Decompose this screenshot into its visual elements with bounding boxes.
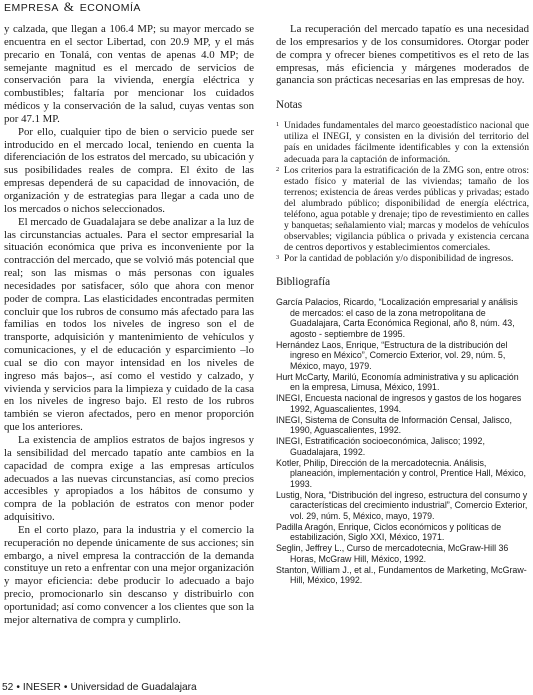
intro-paragraph: La recuperación del mercado tapatío es una necesidad de los empresarios y de los consumidores. Otorgar poder de compra y ofrecer bienes competitivos es el reto de las empresas, más eficiencia y márgenes moderados de ganancia son prácticas necesarias en las empresas de hoy. xyxy=(276,23,529,87)
body-paragraph: Por ello, cualquier tipo de bien o servicio puede ser introducido en el mercado local, teniendo en cuenta la diferenciación de los estratos del mercado, su ubicación y sus posibilidades reales de compra. El éxito de las empresas dependerá de su capacidad de innovación, de organización y de estrategias para llegar a cada uno de los mercados o nichos seleccionados. xyxy=(4,125,254,215)
body-paragraph: La existencia de amplios estratos de bajos ingresos y la sensibilidad del mercado tapatío ante cambios en la capacidad de compra exige a las empresas artículos adecuados a las nuevas circunstancias, así como precios accesibles y apropiados a los hábitos de consumo y compra de la población de estratos con menor poder adquisitivo. xyxy=(4,434,254,524)
note-number: 1 xyxy=(276,121,280,129)
bibliography-entry: Lustig, Nora, “Distribución del ingreso, estructura del consumo y características del crecimiento industrial”, Comercio Exterior, vol. 29, núm. 5, México, mayo, 1979. xyxy=(276,489,528,521)
note-text: Unidades fundamentales del marco geoestadístico nacional que utiliza el INEGI, y consisten en la división del territorio del país en unidades fácilmente identificables y con la extensión adecuada para la captación de información. xyxy=(284,120,529,165)
page-number: 52 xyxy=(2,682,14,693)
note-item xyxy=(276,120,529,164)
footer-institution: Universidad de Guadalajara xyxy=(70,682,197,693)
body-paragraph: y calzada, que llegan a 106.4 MP; su mayor mercado se encuentra en el sector Libertad, con 20.9 MP, y el más precario en Tonalá, con ventas de apenas 4.0 MP; de semejante magnitud es el mercado de servicios de conservación para la vivienda, energía eléctrica y combustibles; faltaría por mencionar los cuidados médicos y la conservación de la salud, cuyas ventas son por 47.1 MP. xyxy=(4,23,254,125)
footer-bullet: • xyxy=(63,682,68,693)
bibliography-entry: Kotler, Philip, Dirección de la mercadotecnia. Análisis, planeación, implementación y control, Prentice Hall, México, 1993. xyxy=(276,457,526,489)
bibliography-entry: Hurt McCarty, Marilú, Economía administrativa y su aplicación en la empresa, Limusa, México, 1991. xyxy=(276,371,519,393)
right-column xyxy=(276,23,529,586)
bibliography-entry: INEGI, Estratificación socioeconómica, Jalisco; 1992, Guadalajara, 1992. xyxy=(276,436,485,457)
bibliography-entry: Stanton, William J., et al., Fundamentos de Marketing, McGraw-Hill, México, 1992. xyxy=(276,564,527,586)
note-number: 3 xyxy=(276,254,280,262)
notes-heading: Notas xyxy=(276,99,303,112)
left-column xyxy=(4,23,254,627)
note-text: Los criterios para la estratificación de la ZMG son, entre otros: estado físico y material de las viviendas; tamaño de los terrenos; existencia de áreas verdes públicas y privadas; estado del alumbrado público; disponibilidad de energía eléctrica, teléfono, agua potable y drenaje; tipo de revestimiento en calles y banquetas; señalamiento vial; marcas y modelos de vehículos observables; vigilancia pública o privada y existencia cercana de centros deportivos y establecimientos comerciales. xyxy=(284,164,529,254)
bibliography-heading: Bibliografía xyxy=(276,276,331,289)
bibliography-entry: INEGI, Encuesta nacional de ingresos y gastos de los hogares 1992, Aguascalientes, 1994. xyxy=(276,393,522,414)
note-number: 2 xyxy=(276,165,280,173)
header-title-left: EMPRESA xyxy=(4,2,59,14)
note-item xyxy=(276,253,529,264)
notes-list xyxy=(276,120,529,264)
bibliography-entry: Seglin, Jeffrey L., Curso de mercadotecnia, McGraw-Hill 36 Horas, McGraw Hill, México, 1992. xyxy=(276,543,509,564)
header-title-right: ECONOMÍA xyxy=(79,2,141,14)
note-item xyxy=(276,165,529,254)
page-footer xyxy=(2,681,302,694)
bibliography-list xyxy=(276,297,529,586)
bibliography-entry: García Palacios, Ricardo, “Localización empresarial y análisis de mercados: el caso de la zona metropolitana de Guadalajara, Carta Económica Regional, año 8, núm. 43, agosto - septiembre de 1995. xyxy=(276,297,518,339)
running-header xyxy=(4,0,234,14)
header-ampersand: & xyxy=(63,0,75,14)
footer-publisher: INESER xyxy=(22,682,61,693)
bibliography-entry: INEGI, Sistema de Consulta de Información Censal, Jalisco, 1990, Aguascalientes, 1992. xyxy=(276,414,512,436)
footer-bullet: • xyxy=(16,682,20,693)
body-paragraph: El mercado de Guadalajara se debe analizar a la luz de las circunstancias actuales. Para el sector empresarial la situación económica que priva es inconveniente por la contracción del mercado, que se volvió más potencial que real; son las mismas o más personas con iguales necesidades por satisfacer, sólo que ahora con menor poder de compra. Las elasticidades encontradas permiten concluir que los rubros de consumo más afectado para las familias en todos los niveles de ingreso son el de transporte, adquisición y mantenimiento de vehículos y comunicaciones, y el de educación y esparcimiento –lo cual se dio con mayor intensidad en los niveles de ingreso más bajos–, así como el vestido y calzado, y vivienda y servicios para la limpieza y cuidado de la casa en los niveles de ingreso bajo. El resto de los rubros también se vieron afectados, pero en menor proporción que los anteriores. xyxy=(4,215,254,434)
body-paragraph: En el corto plazo, para la industria y el comercio la recuperación no depende únicamente de sus acciones; sin embargo, a nivel empresa la contracción de la demanda constituye un reto a enfrentar con una mejor organización y mayor eficiencia: debe producir lo adecuado a bajo precio, promocionarlo sin descanso y distribuirlo con oportunidad; así como convencer a los clientes que son la mejor alternativa de compra y cumplirlo. xyxy=(4,523,254,626)
note-text: Por la cantidad de población y/o disponibilidad de ingresos. xyxy=(284,253,514,265)
bibliography-entry: Hernández Laos, Enrique, “Estructura de la distribución del ingreso en México”, Comercio Exterior, vol. 29, núm. 5, México, mayo, 1979. xyxy=(276,339,508,371)
bibliography-entry: Padilla Aragón, Enrique, Ciclos económicos y políticas de estabilización, Siglo XXI, México, 1971. xyxy=(276,521,502,543)
